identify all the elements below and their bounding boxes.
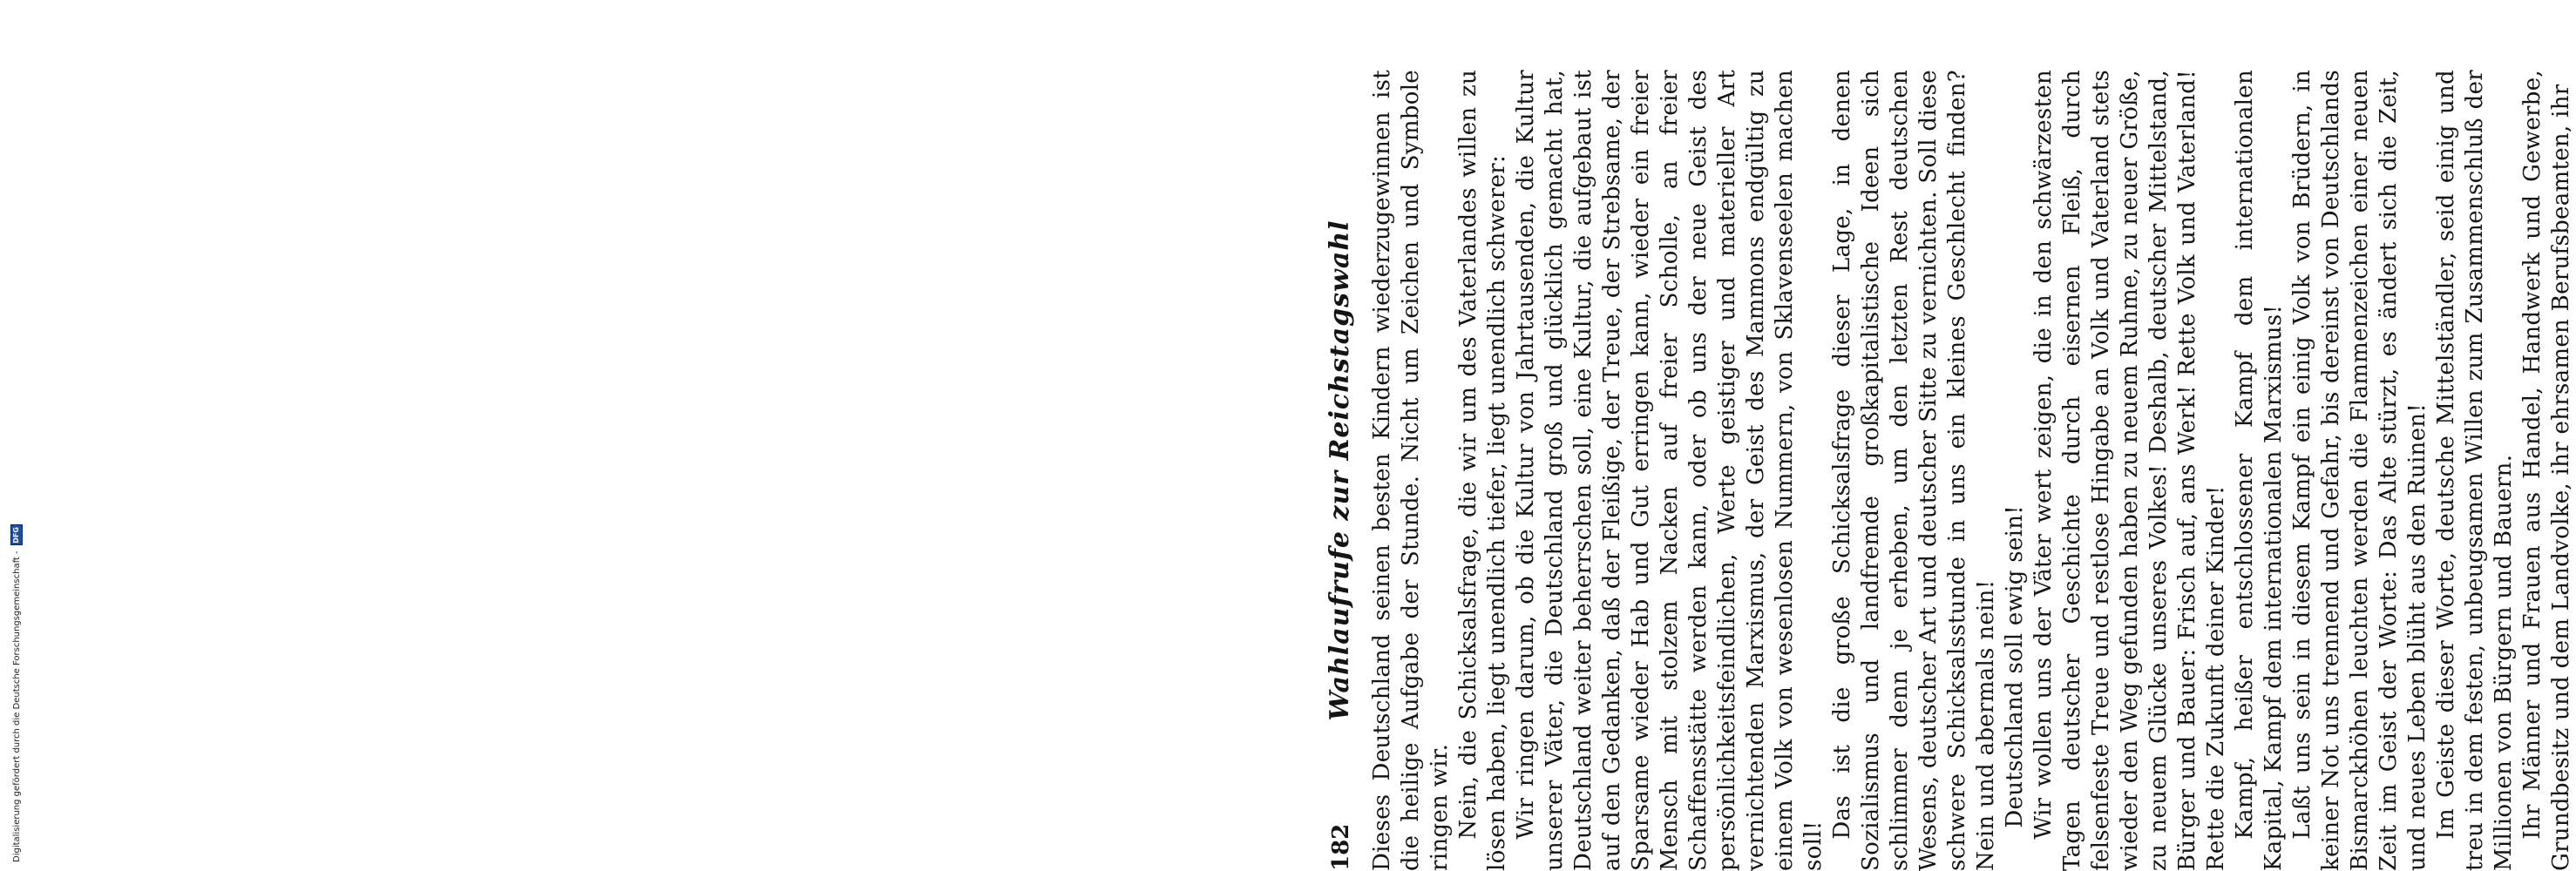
paragraph: Wir ringen darum, ob die Kultur von Jahrtausenden, die Kultur unserer Väter, die Deutschland groß und glücklich gemacht hat, Deutschland weiter beherrschen soll, eine Kultur, die aufgebaut ist auf den Gedanken, daß der Fleißige, der Treue, der Strebsame, der Sparsame wieder Hab und Gut erringen kann, wieder ein freier Mensch mit stolzem Nacken auf freier Scholle, an freier Schaffensstätte werden kann, oder ob uns der neue Geist des persönlichkeitsfeindlichen, Werte geistiger und materieller Art vernichtenden Marxismus, der Geist des Mammons endgültig zu einem Volk von wesenlosen Nummern, von Sklavenseelen machen soll! [1513, 70, 1827, 871]
paragraph: Ihr Männer und Frauen aus Handel, Handwerk und Gewerbe, Grundbesitz und dem Landvolke, ihr ehrsamen Berufsbeamten, ihr [2519, 70, 2574, 871]
page-number: 182 [1328, 823, 1354, 871]
dfg-logo-icon: DFG [10, 524, 23, 545]
page-header [1325, 70, 1368, 871]
credit-text: Digitalisierung gefördert durch die Deutsche Forschungsgemeinschaft - [11, 550, 22, 862]
body-text [1368, 70, 2576, 871]
paragraph: Deutschland soll ewig sein! [2002, 504, 2028, 828]
paragraph: Dieses Deutschland seinen besten Kindern wiederzugewinnen ist die heilige Aufgabe der Stunde. Nicht um Zeichen und Symbole ringen wir. [1369, 70, 1453, 871]
running-title: Wahlaufrufe zur Reichstagswahl [1325, 219, 1355, 721]
paragraph: Das ist die große Schicksalsfrage dieser Lage, in denen Sozialismus und landfremde großkapitalistische Ideen sich schlimmer denn je erheben, um den letzten Rest deutschen Wesens, deutscher Art und deutscher Sitte zu vernichten. Soll diese schwere Schicksalsstunde in uns ein kleines Geschlecht finden? Nein und abermals nein! [1829, 70, 1999, 871]
paragraph: Nein, die Schicksalsfrage, die wir um des Vaterlandes willen zu lösen haben, liegt unendlich tiefer, liegt unendlich schwerer: [1455, 70, 1510, 871]
paragraph: Laßt uns sein in diesem Kampf ein einig Volk von Brüdern, in keiner Not uns trennend und Gefahr, bis dereinst von Deutschlands Bismarckhöhen leuchten werden die Flammenzeichen einer neuen Zeit im Geist der Worte: Das Alte stürzt, es ändert sich die Zeit, und neues Leben blüht aus den Ruinen! [2289, 70, 2430, 871]
paragraph: Im Geiste dieser Worte, deutsche Mittelständler, seid einig und treu in dem festen, unbeugsamen Willen zum Zusammenschluß der Millionen von Bürgern und Bauern. [2433, 70, 2517, 871]
digitization-credit [10, 524, 23, 862]
rotated-page [1325, 70, 2574, 871]
paragraph: Kampf, heißer entschlossener Kampf dem internationalen Kapital, Kampf dem internationalen Marxismus! [2232, 70, 2287, 871]
paragraph: Wir wollen uns der Väter wert zeigen, die in den schwärzesten Tagen deutscher Geschichte durch eisernen Fleiß, durch felsenfeste Treue und restlose Hingabe an Volk und Vaterland stets wieder den Weg gefunden haben zu neuem Ruhme, zu neuer Größe, zu neuem Glücke unseres Volkes! Deshalb, deutscher Mittelstand, Bürger und Bauer: Frisch auf, ans Werk! Rette Volk und Vaterland! Rette die Zukunft deiner Kinder! [2030, 70, 2229, 871]
